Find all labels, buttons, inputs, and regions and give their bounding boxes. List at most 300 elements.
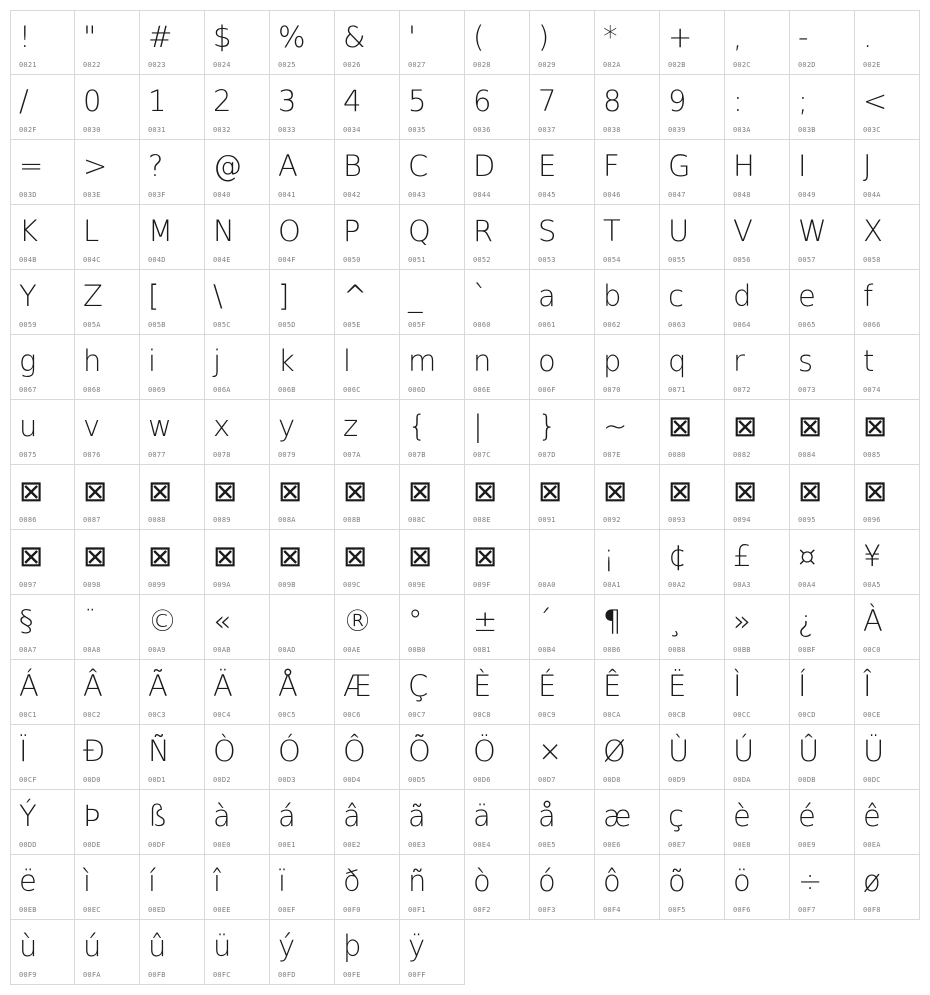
glyph-code: 006B: [278, 386, 296, 394]
glyph-char: ⊠: [603, 474, 628, 508]
glyph-code: 00D1: [148, 776, 166, 784]
glyph-code: 00E1: [278, 841, 296, 849]
glyph-cell: [790, 335, 855, 400]
glyph-char: U: [668, 214, 690, 248]
glyph-code: 00EA: [863, 841, 881, 849]
glyph-char: I: [798, 149, 807, 183]
glyph-cell: [725, 530, 790, 595]
glyph-char: ¥: [863, 539, 882, 573]
glyph-char: Ý: [19, 799, 37, 833]
glyph-char: æ: [603, 799, 632, 833]
glyph-code: 00ED: [148, 906, 166, 914]
glyph-code: 0062: [603, 321, 621, 329]
glyph-char: V: [733, 214, 753, 248]
glyph-code: 00DC: [863, 776, 881, 784]
glyph-cell: [465, 790, 530, 855]
glyph-char: ß: [148, 799, 168, 833]
glyph-code: 008B: [343, 516, 361, 524]
glyph-cell: [75, 205, 140, 270]
glyph-cell: [270, 855, 335, 920]
glyph-cell: [595, 465, 660, 530]
glyph-cell: [465, 140, 530, 205]
glyph-cell: [530, 595, 595, 660]
glyph-code: 00A0: [538, 581, 556, 589]
glyph-char: É: [538, 669, 557, 703]
glyph-cell: [140, 205, 205, 270]
glyph-char: S: [538, 214, 557, 248]
glyph-cell: [725, 10, 790, 75]
glyph-cell: [335, 75, 400, 140]
glyph-cell: [595, 75, 660, 140]
glyph-char: ⊠: [408, 474, 433, 508]
glyph-cell: [790, 400, 855, 465]
glyph-cell: [270, 10, 335, 75]
glyph-code: 0093: [668, 516, 686, 524]
glyph-char: v: [83, 409, 101, 443]
glyph-char: ú: [83, 929, 102, 963]
glyph-cell: [335, 10, 400, 75]
glyph-code: 00CC: [733, 711, 751, 719]
glyph-cell: [75, 920, 140, 985]
glyph-code: 007B: [408, 451, 426, 459]
glyph-char: ⊠: [538, 474, 563, 508]
glyph-char: Ò: [213, 734, 236, 768]
glyph-char: ¨: [83, 604, 98, 638]
glyph-cell: [335, 725, 400, 790]
glyph-cell: [400, 790, 465, 855]
glyph-code: 0021: [19, 61, 37, 69]
glyph-cell: [725, 465, 790, 530]
glyph-cell: [205, 140, 270, 205]
glyph-char: ö: [733, 864, 751, 898]
glyph-char: ¢: [668, 539, 687, 573]
glyph-code: 00C7: [408, 711, 426, 719]
glyph-code: 005D: [278, 321, 296, 329]
glyph-cell: [335, 595, 400, 660]
glyph-cell: [595, 205, 660, 270]
glyph-char: ù: [19, 929, 38, 963]
glyph-char: b: [603, 279, 622, 313]
glyph-cell: [465, 465, 530, 530]
glyph-char: «: [213, 604, 231, 638]
glyph-char: h: [83, 344, 102, 378]
glyph-char: 9: [668, 84, 687, 118]
glyph-char: ⊠: [668, 409, 693, 443]
glyph-char: ?: [148, 149, 164, 183]
glyph-code: 00A4: [798, 581, 816, 589]
glyph-code: 0044: [473, 191, 491, 199]
glyph-cell: [725, 335, 790, 400]
glyph-cell: [855, 855, 920, 920]
glyph-char: ⊠: [863, 474, 888, 508]
glyph-code: 006D: [408, 386, 426, 394]
glyph-code: 00CF: [19, 776, 37, 784]
glyph-code: 0068: [83, 386, 101, 394]
glyph-code: 00DF: [148, 841, 166, 849]
glyph-cell: [10, 855, 75, 920]
glyph-char: ¡: [603, 539, 615, 573]
glyph-code: 00D0: [83, 776, 101, 784]
glyph-code: 00D8: [603, 776, 621, 784]
glyph-char: ⊠: [343, 474, 368, 508]
glyph-char: ,: [733, 20, 743, 54]
glyph-code: 004F: [278, 256, 296, 264]
glyph-code: 004A: [863, 191, 881, 199]
glyph-code: 00C4: [213, 711, 231, 719]
glyph-char: þ: [343, 929, 362, 963]
glyph-code: 0052: [473, 256, 491, 264]
glyph-cell: [790, 855, 855, 920]
glyph-cell: [660, 400, 725, 465]
glyph-cell: [335, 530, 400, 595]
glyph-code: 0051: [408, 256, 426, 264]
glyph-char: Ô: [343, 734, 366, 768]
glyph-code: 00B4: [538, 646, 556, 654]
glyph-code: 00C0: [863, 646, 881, 654]
glyph-char: 8: [603, 84, 622, 118]
glyph-char: ⊠: [798, 474, 823, 508]
glyph-code: 0030: [83, 126, 101, 134]
glyph-char: à: [213, 799, 231, 833]
glyph-code: 0035: [408, 126, 426, 134]
glyph-char: 7: [538, 84, 557, 118]
glyph-cell: [790, 75, 855, 140]
glyph-char: Ï: [19, 734, 28, 768]
glyph-char: ⊠: [733, 409, 758, 443]
glyph-cell: [400, 595, 465, 660]
glyph-char: }: [538, 409, 557, 443]
glyph-char: Â: [83, 669, 103, 703]
glyph-code: 006F: [538, 386, 556, 394]
glyph-code: 007C: [473, 451, 491, 459]
glyph-char: L: [83, 214, 100, 248]
glyph-code: 0088: [148, 516, 166, 524]
glyph-char: ë: [19, 864, 37, 898]
glyph-code: 0089: [213, 516, 231, 524]
glyph-code: 009A: [213, 581, 231, 589]
glyph-cell: [400, 10, 465, 75]
glyph-code: 009F: [473, 581, 491, 589]
glyph-char: G: [668, 149, 691, 183]
glyph-code: 009C: [343, 581, 361, 589]
glyph-char: J: [863, 149, 872, 183]
glyph-cell: [10, 335, 75, 400]
glyph-char: D: [473, 149, 496, 183]
glyph-code: 0037: [538, 126, 556, 134]
glyph-code: 00FD: [278, 971, 296, 979]
glyph-cell: [140, 920, 205, 985]
glyph-cell: [400, 530, 465, 595]
glyph-char: M: [148, 214, 174, 248]
glyph-cell: [725, 855, 790, 920]
glyph-code: 00F9: [19, 971, 37, 979]
glyph-cell: [140, 400, 205, 465]
glyph-code: 0025: [278, 61, 296, 69]
glyph-cell: [595, 140, 660, 205]
glyph-char: ⊠: [213, 474, 238, 508]
glyph-cell: [530, 75, 595, 140]
glyph-cell: [465, 10, 530, 75]
glyph-code: 005E: [343, 321, 361, 329]
glyph-char: Ì: [733, 669, 742, 703]
glyph-cell: [205, 270, 270, 335]
glyph-char: Ë: [668, 669, 687, 703]
glyph-cell: [530, 10, 595, 75]
glyph-char: &: [343, 20, 366, 54]
glyph-code: 0067: [19, 386, 37, 394]
glyph-cell: [465, 335, 530, 400]
glyph-char: Ä: [213, 669, 233, 703]
glyph-code: 0027: [408, 61, 426, 69]
glyph-code: 00F2: [473, 906, 491, 914]
glyph-code: 0042: [343, 191, 361, 199]
glyph-cell: [855, 660, 920, 725]
glyph-code: 0038: [603, 126, 621, 134]
glyph-char: C: [408, 149, 429, 183]
glyph-char: ¿: [798, 604, 814, 638]
glyph-cell: [595, 790, 660, 855]
glyph-code: 00A7: [19, 646, 37, 654]
glyph-code: 0041: [278, 191, 296, 199]
glyph-char: ⊠: [148, 539, 173, 573]
glyph-code: 0057: [798, 256, 816, 264]
glyph-cell: [270, 335, 335, 400]
glyph-cell: [790, 270, 855, 335]
glyph-code: 00E8: [733, 841, 751, 849]
glyph-code: 00B0: [408, 646, 426, 654]
glyph-code: 0043: [408, 191, 426, 199]
glyph-code: 003F: [148, 191, 166, 199]
glyph-cell: [270, 790, 335, 855]
glyph-char: Î: [863, 669, 872, 703]
glyph-code: 00F1: [408, 906, 426, 914]
glyph-code: 00E9: [798, 841, 816, 849]
glyph-code: 00AE: [343, 646, 361, 654]
glyph-char: ç: [668, 799, 684, 833]
glyph-cell: [75, 790, 140, 855]
glyph-char: ~: [603, 409, 628, 443]
glyph-char: l: [343, 344, 352, 378]
glyph-code: 0091: [538, 516, 556, 524]
glyph-code: 0055: [668, 256, 686, 264]
glyph-code: 0048: [733, 191, 751, 199]
glyph-char: Ø: [603, 734, 626, 768]
glyph-code: 00EF: [278, 906, 296, 914]
glyph-code: 00CA: [603, 711, 621, 719]
glyph-char: X: [863, 214, 883, 248]
glyph-cell: [725, 75, 790, 140]
glyph-cell: [75, 725, 140, 790]
glyph-code: 007A: [343, 451, 361, 459]
glyph-code: 002C: [733, 61, 751, 69]
glyph-char: â: [343, 799, 361, 833]
glyph-code: 0063: [668, 321, 686, 329]
glyph-cell: [140, 465, 205, 530]
glyph-code: 0076: [83, 451, 101, 459]
glyph-cell: [270, 595, 335, 660]
glyph-cell: [725, 790, 790, 855]
glyph-cell: [75, 465, 140, 530]
glyph-char: Ü: [863, 734, 885, 768]
glyph-cell: [140, 530, 205, 595]
glyph-cell: [790, 10, 855, 75]
glyph-code: 00EC: [83, 906, 101, 914]
glyph-cell: [660, 10, 725, 75]
glyph-cell: [595, 855, 660, 920]
glyph-cell: [595, 595, 660, 660]
glyph-cell: [205, 400, 270, 465]
glyph-cell: [595, 660, 660, 725]
glyph-cell: [790, 660, 855, 725]
glyph-code: 00FC: [213, 971, 231, 979]
glyph-cell: [855, 335, 920, 400]
glyph-char: F: [603, 149, 620, 183]
glyph-cell: [140, 10, 205, 75]
glyph-char: j: [213, 344, 222, 378]
glyph-code: 00EB: [19, 906, 37, 914]
glyph-code: 0045: [538, 191, 556, 199]
glyph-char: ⊠: [148, 474, 173, 508]
glyph-cell: [270, 660, 335, 725]
glyph-code: 00D2: [213, 776, 231, 784]
glyph-char: K: [19, 214, 39, 248]
glyph-cell: [660, 140, 725, 205]
glyph-char: +: [668, 20, 693, 54]
glyph-code: 0060: [473, 321, 491, 329]
glyph-char: Ð: [83, 734, 106, 768]
glyph-code: 00C8: [473, 711, 491, 719]
glyph-cell: [205, 465, 270, 530]
glyph-char: -: [798, 20, 809, 54]
glyph-char: ø: [863, 864, 881, 898]
glyph-char: ã: [408, 799, 426, 833]
glyph-code: 0056: [733, 256, 751, 264]
glyph-char: {: [408, 409, 427, 443]
glyph-cell: [465, 400, 530, 465]
glyph-code: 007D: [538, 451, 556, 459]
glyph-cell: [270, 140, 335, 205]
glyph-char: T: [603, 214, 621, 248]
glyph-cell: [270, 530, 335, 595]
glyph-cell: [660, 530, 725, 595]
glyph-char: ÿ: [408, 929, 426, 963]
glyph-cell: [270, 920, 335, 985]
glyph-char: ⊠: [668, 474, 693, 508]
glyph-char: 5: [408, 84, 427, 118]
glyph-code: 00D9: [668, 776, 686, 784]
glyph-code: 00A5: [863, 581, 881, 589]
glyph-char: ¸: [668, 604, 683, 638]
glyph-cell: [10, 205, 75, 270]
glyph-code: 007E: [603, 451, 621, 459]
glyph-char: 3: [278, 84, 297, 118]
glyph-char: £: [733, 539, 752, 573]
glyph-cell: [530, 530, 595, 595]
glyph-code: 00DD: [19, 841, 37, 849]
glyph-char: ä: [473, 799, 491, 833]
glyph-char: Û: [798, 734, 820, 768]
glyph-char: »: [733, 604, 751, 638]
glyph-char: !: [19, 20, 31, 54]
glyph-cell: [855, 140, 920, 205]
glyph-char: E: [538, 149, 557, 183]
glyph-char: ⊠: [863, 409, 888, 443]
glyph-char: ⊠: [473, 474, 498, 508]
glyph-code: 00C6: [343, 711, 361, 719]
glyph-cell: [205, 205, 270, 270]
glyph-char: ï: [278, 864, 287, 898]
glyph-cell: [140, 725, 205, 790]
glyph-char: ×: [538, 734, 563, 768]
glyph-cell: [75, 660, 140, 725]
glyph-cell: [855, 790, 920, 855]
glyph-code: 0066: [863, 321, 881, 329]
glyph-cell: [10, 660, 75, 725]
glyph-char: k: [278, 344, 295, 378]
glyph-cell: [140, 855, 205, 920]
glyph-code: 00C1: [19, 711, 37, 719]
glyph-char: 2: [213, 84, 232, 118]
glyph-code: 005A: [83, 321, 101, 329]
glyph-code: 00C2: [83, 711, 101, 719]
glyph-cell: [855, 205, 920, 270]
glyph-cell: [140, 660, 205, 725]
glyph-cell: [335, 205, 400, 270]
glyph-code: 0075: [19, 451, 37, 459]
glyph-cell: [140, 270, 205, 335]
glyph-cell: [855, 270, 920, 335]
glyph-code: 003C: [863, 126, 881, 134]
glyph-code: 0064: [733, 321, 751, 329]
glyph-char: ó: [538, 864, 556, 898]
glyph-char: ): [538, 20, 550, 54]
glyph-code: 00F8: [863, 906, 881, 914]
glyph-char: û: [148, 929, 167, 963]
glyph-cell: [205, 595, 270, 660]
glyph-cell: [400, 465, 465, 530]
glyph-code: 00C9: [538, 711, 556, 719]
glyph-code: 00D4: [343, 776, 361, 784]
glyph-code: 0097: [19, 581, 37, 589]
glyph-cell: [335, 400, 400, 465]
glyph-cell: [595, 530, 660, 595]
glyph-cell: [790, 465, 855, 530]
glyph-cell: [10, 920, 75, 985]
glyph-code: 00FE: [343, 971, 361, 979]
glyph-char: /: [19, 84, 29, 118]
glyph-cell: [335, 465, 400, 530]
glyph-code: 0080: [668, 451, 686, 459]
glyph-char: Ã: [148, 669, 168, 703]
glyph-char: y: [278, 409, 296, 443]
glyph-code: 0095: [798, 516, 816, 524]
glyph-char: g: [19, 344, 37, 378]
glyph-char: R: [473, 214, 494, 248]
glyph-char: Ç: [408, 669, 429, 703]
glyph-code: 00CE: [863, 711, 881, 719]
glyph-cell: [205, 660, 270, 725]
glyph-code: 00E0: [213, 841, 231, 849]
glyph-cell: [140, 335, 205, 400]
glyph-cell: [270, 400, 335, 465]
glyph-code: 0039: [668, 126, 686, 134]
glyph-cell: [75, 595, 140, 660]
glyph-cell: [400, 725, 465, 790]
glyph-char: ": [83, 20, 97, 54]
glyph-char: z: [343, 409, 359, 443]
glyph-cell: [530, 140, 595, 205]
glyph-char: ì: [83, 864, 92, 898]
